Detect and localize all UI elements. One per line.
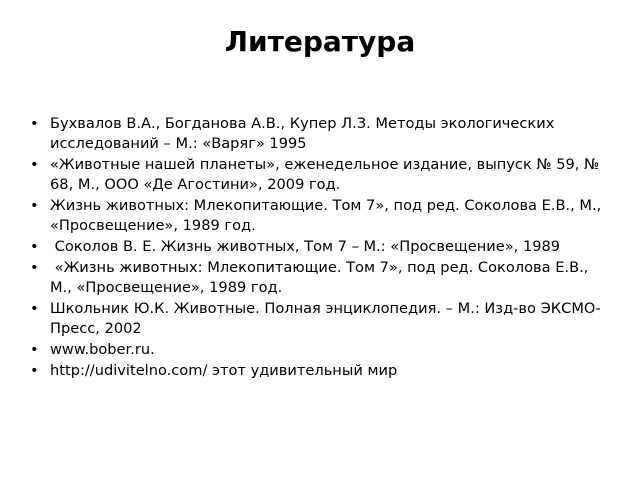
bullet-icon: • bbox=[30, 259, 39, 276]
bullet-icon: • bbox=[30, 238, 39, 255]
list-item-text: «Жизнь животных: Млекопитающие. Том 7», под ред. Соколова Е.В., М., «Просвещение», 1989 год. bbox=[50, 259, 594, 296]
list-item bbox=[30, 155, 610, 195]
bullet-icon: • bbox=[30, 197, 39, 214]
list-item bbox=[30, 196, 610, 236]
list-item-text: «Животные нашей планеты», еженедельное издание, выпуск № 59, № 68, М., ООО «Де Агостини», 2009 год. bbox=[50, 156, 604, 193]
list-item-text: Школьник Ю.К. Животные. Полная энциклопедия. – М.: Изд-во ЭКСМО-Пресс, 2002 bbox=[50, 300, 601, 337]
list-item bbox=[30, 114, 610, 154]
list-item-text: Соколов В. Е. Жизнь животных, Том 7 – М.: «Просвещение», 1989 bbox=[50, 238, 561, 255]
bullet-icon: • bbox=[30, 156, 39, 173]
bullet-icon: • bbox=[30, 362, 39, 379]
list-item-link[interactable]: www.bober.ru. bbox=[50, 341, 155, 358]
list-item-text: Бухвалов В.А., Богданова А.В., Купер Л.З. Методы экологических исследований – М.: «Варяг» 1995 bbox=[50, 115, 560, 152]
list-item-link[interactable]: http://udivitelno.com/ этот удивительный мир bbox=[50, 362, 398, 379]
list-item bbox=[30, 237, 610, 257]
list-item bbox=[30, 361, 610, 381]
bullet-icon: • bbox=[30, 115, 39, 132]
bibliography-list bbox=[30, 114, 610, 382]
list-item-text: Жизнь животных: Млекопитающие. Том 7», под ред. Соколова Е.В., М., «Просвещение», 1989 год. bbox=[50, 197, 606, 234]
bullet-icon: • bbox=[30, 300, 39, 317]
list-item bbox=[30, 299, 610, 339]
list-item bbox=[30, 340, 610, 360]
bullet-icon: • bbox=[30, 341, 39, 358]
list-item bbox=[30, 258, 610, 298]
slide-title: Литература bbox=[224, 25, 416, 58]
